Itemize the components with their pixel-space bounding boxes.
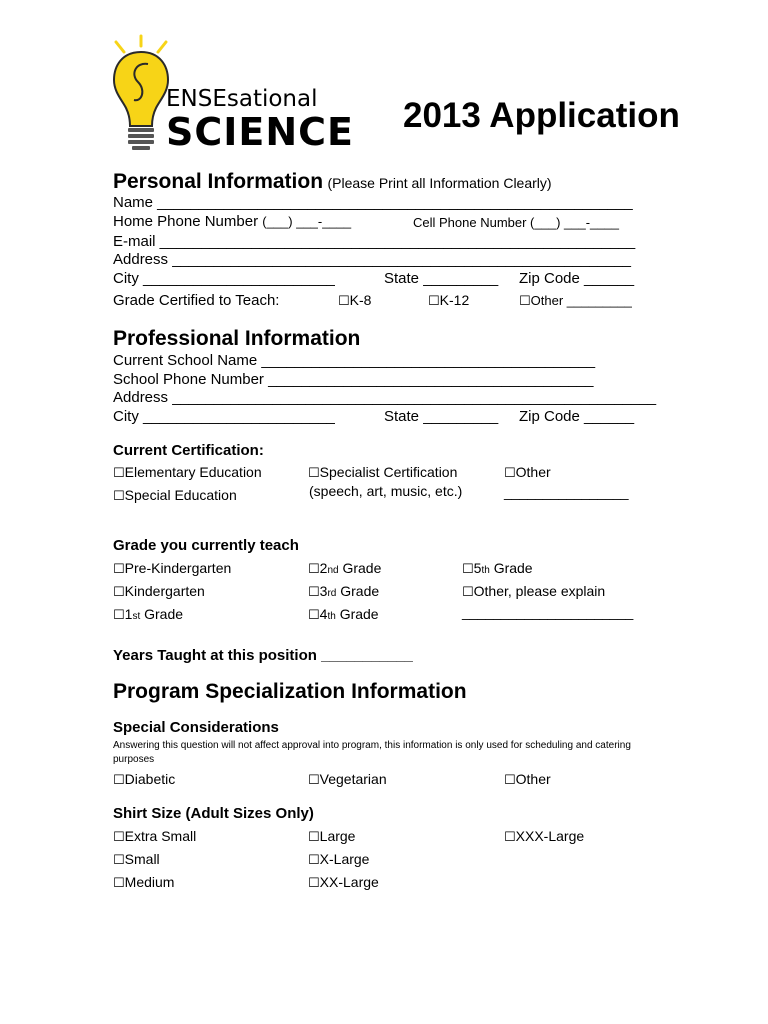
considerations-heading: Special Considerations <box>113 719 279 736</box>
checkbox-icon[interactable]: ☐ <box>504 773 516 788</box>
consider-other[interactable] <box>504 771 551 788</box>
consider-vegetarian[interactable] <box>308 771 387 788</box>
city-field[interactable]: City _______________________ <box>113 270 335 287</box>
grade-k-label: Kindergarten <box>124 583 205 599</box>
shirt-xs[interactable] <box>113 828 196 845</box>
home-phone-blank: (___) ___-____ <box>262 214 352 229</box>
grade-5-word: Grade <box>493 560 533 576</box>
state-field[interactable]: State _________ <box>384 270 499 287</box>
checkbox-icon[interactable]: ☐ <box>308 853 320 868</box>
grade-1[interactable] <box>113 606 183 623</box>
grade-4-number: 4 <box>319 606 328 622</box>
checkbox-icon[interactable]: ☐ <box>504 466 516 481</box>
checkbox-icon[interactable]: ☐ <box>308 608 320 623</box>
cert-other[interactable] <box>504 464 551 481</box>
considerations-note: Answering this question will not affect approval into program, this information is only used for scheduling and catering purposes <box>113 740 631 765</box>
personal-heading-row <box>113 170 552 194</box>
checkbox-icon[interactable]: ☐ <box>113 466 125 481</box>
school-address-field[interactable]: Address __________________________________________________________ <box>113 389 657 406</box>
checkbox-icon[interactable]: ☐ <box>113 830 125 845</box>
zip-field[interactable]: Zip Code ______ <box>519 270 635 287</box>
grade-other[interactable] <box>462 583 605 600</box>
checkbox-icon[interactable]: ☐ <box>308 876 320 891</box>
school-city-field[interactable]: City _______________________ <box>113 408 335 425</box>
consider-diabetic-label: Diabetic <box>124 771 176 787</box>
address-field[interactable]: Address _______________________________________________________ <box>113 251 632 268</box>
certification-heading: Current Certification: <box>113 442 264 459</box>
shirt-xxxl[interactable] <box>504 828 584 845</box>
checkbox-icon[interactable]: ☐ <box>504 830 516 845</box>
checkbox-icon[interactable]: ☐ <box>113 585 125 600</box>
cert-specialist-label: Specialist Certification <box>319 464 458 480</box>
checkbox-icon[interactable]: ☐ <box>308 830 320 845</box>
consider-diabetic[interactable] <box>113 771 175 788</box>
grade-prek[interactable] <box>113 560 231 577</box>
checkbox-icon[interactable]: ☐ <box>308 585 320 600</box>
grade-other-label: Other, please explain <box>473 583 606 599</box>
shirt-xl-label: X-Large <box>319 851 370 867</box>
school-zip-field[interactable]: Zip Code ______ <box>519 408 635 425</box>
home-phone-label: Home Phone Number <box>113 213 259 230</box>
shirt-xl[interactable] <box>308 851 369 868</box>
school-phone-field[interactable]: School Phone Number _______________________________________ <box>113 371 594 388</box>
grade-3-number: 3 <box>319 583 328 599</box>
shirt-s-label: Small <box>124 851 160 867</box>
option-k8-label: K-8 <box>349 292 372 308</box>
checkbox-icon[interactable]: ☐ <box>308 562 320 577</box>
shirt-m[interactable] <box>113 874 174 891</box>
page-title: 2013 Application <box>403 96 680 135</box>
option-k12-label: K-12 <box>439 292 470 308</box>
checkbox-icon[interactable]: ☐ <box>113 853 125 868</box>
email-field[interactable]: E-mail _________________________________________________________ <box>113 233 636 250</box>
consider-other-label: Other <box>515 771 551 787</box>
grade-5-ordinal: th <box>481 565 490 576</box>
cell-phone-field[interactable]: Cell Phone Number (___) ___-____ <box>413 215 619 230</box>
grade-2-ordinal: nd <box>327 565 339 576</box>
grade-2-number: 2 <box>319 560 328 576</box>
grade-4-word: Grade <box>339 606 379 622</box>
checkbox-icon[interactable]: ☐ <box>113 773 125 788</box>
shirt-xxxl-label: XXX-Large <box>515 828 585 844</box>
cert-elementary-label: Elementary Education <box>124 464 262 480</box>
cert-specialist-note: (speech, art, music, etc.) <box>309 483 463 499</box>
logo-line1: ENSEsational <box>166 86 318 112</box>
grade-2[interactable] <box>308 560 381 577</box>
cert-special[interactable] <box>113 487 237 504</box>
personal-note: (Please Print all Information Clearly) <box>327 175 552 191</box>
checkbox-icon[interactable]: ☐ <box>113 562 125 577</box>
grade-certified-label: Grade Certified to Teach: <box>113 292 280 309</box>
grade-4-ordinal: th <box>327 611 336 622</box>
grade-teach-heading: Grade you currently teach <box>113 537 299 554</box>
shirt-xxl[interactable] <box>308 874 379 891</box>
checkbox-icon[interactable]: ☐ <box>308 466 320 481</box>
personal-heading: Personal Information <box>113 170 324 193</box>
shirt-m-label: Medium <box>124 874 175 890</box>
checkbox-icon[interactable]: ☐ <box>113 876 125 891</box>
name-field[interactable]: Name _________________________________________________________ <box>113 194 633 211</box>
checkbox-icon[interactable]: ☐ <box>113 489 125 504</box>
grade-3-word: Grade <box>340 583 380 599</box>
logo <box>108 34 355 156</box>
option-other-label: Other _________ <box>530 293 632 308</box>
years-taught-field[interactable]: Years Taught at this position ___________ <box>113 647 413 664</box>
grade-5-number: 5 <box>473 560 482 576</box>
logo-line2: SCIENCE <box>166 110 355 154</box>
cert-other-line[interactable]: ________________ <box>504 484 629 500</box>
checkbox-icon[interactable]: ☐ <box>308 773 320 788</box>
grade-1-number: 1 <box>124 606 133 622</box>
shirt-xxl-label: XX-Large <box>319 874 379 890</box>
grade-3-ordinal: rd <box>327 588 337 599</box>
cert-other-label: Other <box>515 464 551 480</box>
program-heading: Program Specialization Information <box>113 680 467 703</box>
cert-special-label: Special Education <box>124 487 237 503</box>
checkbox-icon[interactable]: ☐ <box>338 294 350 309</box>
option-other[interactable] <box>519 293 632 309</box>
grade-4[interactable] <box>308 606 379 623</box>
checkbox-icon[interactable]: ☐ <box>462 562 474 577</box>
grade-k[interactable] <box>113 583 205 600</box>
checkbox-icon[interactable]: ☐ <box>113 608 125 623</box>
shirt-l-label: Large <box>319 828 356 844</box>
grade-2-word: Grade <box>342 560 382 576</box>
grade-1-ordinal: st <box>132 611 141 622</box>
cert-specialist[interactable] <box>308 464 457 481</box>
professional-heading: Professional Information <box>113 327 361 350</box>
checkbox-icon[interactable]: ☐ <box>428 294 440 309</box>
shirt-l[interactable] <box>308 828 355 845</box>
grade-other-line[interactable]: ______________________ <box>462 604 634 620</box>
grade-prek-label: Pre-Kindergarten <box>124 560 232 576</box>
checkbox-icon[interactable]: ☐ <box>519 294 531 309</box>
option-k8[interactable] <box>338 292 371 309</box>
grade-5[interactable] <box>462 560 533 577</box>
home-phone-field[interactable] <box>113 213 351 230</box>
consider-vegetarian-label: Vegetarian <box>319 771 387 787</box>
grade-3[interactable] <box>308 583 379 600</box>
option-k12[interactable] <box>428 292 469 309</box>
grade-1-word: Grade <box>144 606 184 622</box>
shirt-xs-label: Extra Small <box>124 828 197 844</box>
shirt-size-heading: Shirt Size (Adult Sizes Only) <box>113 805 314 822</box>
school-state-field[interactable]: State _________ <box>384 408 499 425</box>
school-name-field[interactable]: Current School Name ________________________________________ <box>113 352 596 369</box>
cert-elementary[interactable] <box>113 464 262 481</box>
checkbox-icon[interactable]: ☐ <box>462 585 474 600</box>
shirt-s[interactable] <box>113 851 160 868</box>
